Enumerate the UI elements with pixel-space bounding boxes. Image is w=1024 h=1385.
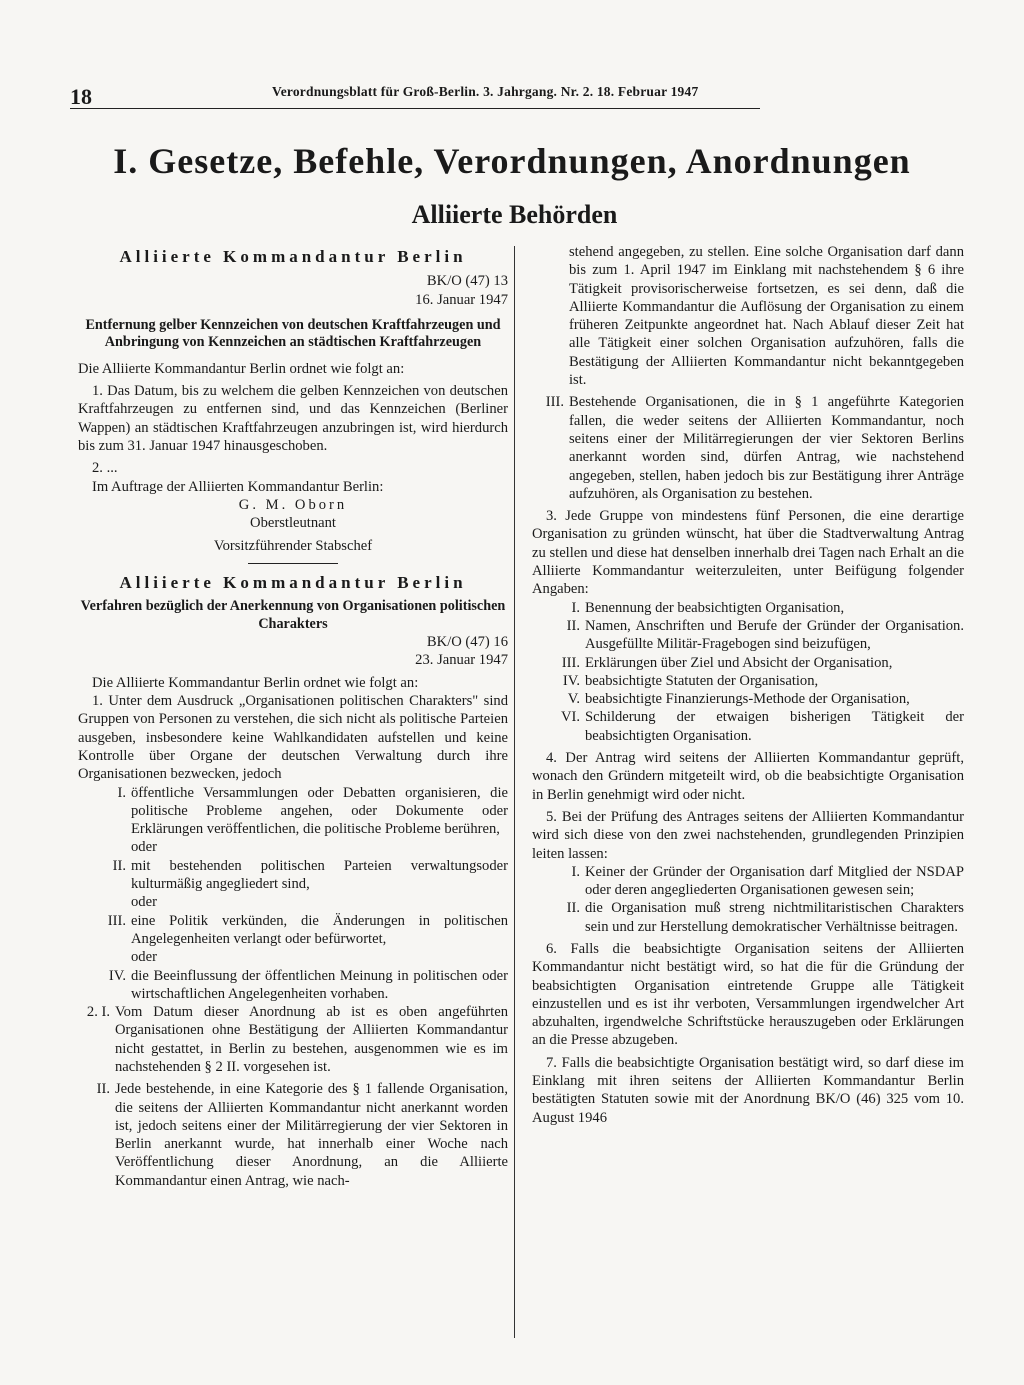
item-text: Vom Datum dieser Anordnung ab ist es oben angeführten Organisationen ohne Bestätigung der Alliierten Kommandantur nicht gestattet, in Berlin zu bestehen, ausgenommen wie es im nachstehenden § 2 II. vorgesehen ist. — [115, 1004, 508, 1075]
order2-intro: Die Alliierte Kommandantur Berlin ordnet wie folgt an: — [92, 674, 419, 691]
item-text: Benennung der beabsichtigten Organisation, — [585, 599, 845, 616]
item-number: V. — [567, 691, 580, 708]
p3-item-6 — [532, 708, 964, 745]
item-text: stehend angegeben, zu stellen. Eine solche Organisation darf dann bis zum 1. April 1947 im Einklang mit nachstehendem § 6 ihre Tätigkeit provisorischerweise fortsetzen, es sei denn, daß die Alliierte Kommandantur die Auflösung der Organisation zu einem früheren Zeitpunkte angeordnet hat. Nach Ablauf dieser Zeit hat alle Tätigkeit einer solchen Organisation aufzuhören, falls die Bestätigung der Alliierten Kommandantur nicht bekanntgegeben ist. — [569, 244, 964, 389]
item-number: II. — [96, 1081, 110, 1098]
item-number: IV. — [562, 672, 580, 689]
order2-item-1 — [78, 784, 508, 857]
header-rule — [70, 108, 760, 109]
paragraph-5: 5. Bei der Prüfung des Antrages seitens der Alliierten Kommandantur wird sich diese von den zwei nachstehenden, grundlegenden Prinzipien leiten lassen: — [532, 808, 964, 862]
order2-date: 23. Januar 1947 — [415, 652, 508, 669]
section-title: I. Gesetze, Befehle, Verordnungen, Anordnungen — [113, 141, 911, 181]
order2-item-4 — [78, 967, 508, 1004]
item-text: beabsichtigte Finanzierungs-Methode der Organisation, — [585, 691, 910, 708]
order2-heading: Alliierte Kommandantur Berlin — [119, 572, 467, 592]
item-number: III. — [107, 912, 126, 929]
p3-item-1 — [532, 599, 964, 617]
item-text: Schilderung der etwaigen bisherigen Tätigkeit der beabsichtigten Organisation. — [585, 709, 964, 744]
paragraph-7: 7. Falls die beabsichtigte Organisation bestätigt wird, so darf diese im Einklang mit ihren seitens der Alliierten Kommandantur Berlin bestätigten Statuten sowie mit der Anordnung BK/O (46) 325 vom 10. August 1946 — [532, 1054, 964, 1126]
order1-subject: Entfernung gelber Kennzeichen von deutschen Kraftfahrzeugen und Anbringung von Kennzeichen an städtischen Kraftfahrzeugen — [85, 316, 501, 351]
running-header: Verordnungsblatt für Groß-Berlin. 3. Jahrgang. Nr. 2. 18. Februar 1947 — [272, 84, 699, 99]
p3-item-5 — [532, 690, 964, 708]
item-text: öffentliche Versammlungen oder Debatten organisieren, die politische Probleme angehen, oder Dokumente oder Erklärungen veröffentlichen, die politische Probleme berühren, oder — [131, 784, 508, 856]
p5-item-2 — [532, 899, 964, 936]
item-text: Erklärungen über Ziel und Absicht der Organisation, — [585, 654, 893, 671]
item-text: mit bestehenden politischen Parteien verwaltungsoder kulturmäßig angegliedert sind, oder — [131, 857, 508, 911]
item-number: II. — [566, 617, 580, 634]
paragraph-4: 4. Der Antrag wird seitens der Alliierten Kommandantur geprüft, wonach den Gründern mitgeteilt wird, ob die beabsichtigte Organisation in Berlin genehmigt wird oder nicht. — [532, 750, 964, 803]
item-text: beabsichtigte Statuten der Organisation, — [585, 672, 819, 689]
paragraph-2-iii — [532, 393, 964, 503]
order1-authority: Im Auftrage der Alliierten Kommandantur Berlin: — [92, 478, 384, 495]
order1-role: Vorsitzführender Stabschef — [213, 537, 373, 554]
paragraph-6: 6. Falls die beabsichtigte Organisation seitens der Alliierten Kommandantur nicht bestätigt wird, so hat die für die Gründung der beabsichtigten Organisation eintretende Gruppe alle Tätigkeit einzustellen und es ist ihr verboten, Versammlungen irgendwelcher Art abzuhalten, irgendwelche Schriftstücke herauszugeben oder Erklärungen an die Presse abzugeben. — [532, 940, 964, 1049]
item-text: Bestehende Organisationen, die in § 1 angeführte Kategorien fallen, die weder seitens der Alliierten Kommandantur, noch seitens einer der Militärregierungen der vier Sektoren Berlins anerkannt worden sind, dürfen Antrag, wie nachstehend angegeben, stellen, haben jedoch bis zur Bestätigung ihrer Anträge aufzuhören, als Organisation zu bestehen. — [569, 394, 964, 502]
item-text: Namen, Anschriften und Berufe der Gründer der Organisation. Ausgefüllte Militär-Fragebogen sind beizufügen, — [585, 617, 964, 653]
order-separator — [248, 563, 338, 564]
item-text: Keiner der Gründer der Organisation darf Mitglied der NSDAP oder deren angegliederten Organisationen gewesen sein; — [585, 863, 964, 899]
order1-paragraph-2: 2. ... — [92, 460, 118, 477]
order2-ref: BK/O (47) 16 — [426, 634, 508, 651]
item-number: 2. I. — [86, 1004, 110, 1021]
item-number: IV. — [108, 967, 126, 984]
order1-date: 16. Januar 1947 — [415, 291, 508, 308]
item-number: III. — [561, 654, 580, 671]
item-number: VI. — [560, 709, 580, 726]
page-number: 18 — [70, 84, 92, 109]
item-text: eine Politik verkünden, die Änderungen in politischen Angelegenheiten verlangt oder befürwortet, oder — [131, 912, 508, 966]
item-text: die Beeinflussung der öffentlichen Meinung in politischen oder wirtschaftlichen Angelegenheiten vorhaben. — [131, 967, 508, 1002]
p3-item-2 — [532, 617, 964, 654]
right-column — [532, 243, 964, 1127]
order1-intro: Die Alliierte Kommandantur Berlin ordnet wie folgt an: — [78, 360, 405, 377]
item-number: I. — [117, 784, 126, 801]
subtitle-text: Alliierte Behörden — [411, 200, 618, 229]
item-number: I. — [571, 599, 580, 616]
item-number: II. — [112, 857, 126, 874]
order1-signer: G. M. Oborn — [238, 496, 348, 513]
order1-heading: Alliierte Kommandantur Berlin — [119, 247, 467, 266]
continued-paragraph — [532, 243, 964, 389]
item-text: die Organisation muß streng nichtmilitaristischen Charakters sein und zur Herstellung demokratischer Verhältnisse beitragen. — [585, 900, 964, 935]
column-divider — [514, 246, 515, 1338]
order2-paragraph-1: 1. Unter dem Ausdruck „Organisationen politischen Charakters" sind Gruppen von Personen zu verstehen, die sich nicht als politische Parteien ausgeben, insbesondere keine Wahlkandidaten aufstellen und keine Kontrolle über Organe der deutschen Verwaltung durch ihre Organisationen bezwecken, jedoch — [78, 693, 508, 783]
item-number: III. — [545, 394, 564, 411]
item-number: I. — [571, 863, 580, 880]
order1-paragraph-1: 1. Das Datum, bis zu welchem die gelben Kennzeichen von deutschen Kraftfahrzeugen zu entfernen sind, und das Kennzeichen (Berliner Wappen) an städtischen Kraftfahrzeugen anzubringen ist, wird hierdurch bis zum 31. Januar 1947 hinausgeschoben. — [78, 383, 508, 455]
item-text: Jede bestehende, in eine Kategorie des § 1 fallende Organisation, die seitens der Alliierten Kommandantur nicht anerkannt worden ist, jedoch seitens einer der Militärregierung der vier Sektoren in Berlin anerkannt wurde, hat innerhalb einer Woche nach Veröffentlichung dieser Anordnung, an die Alliierte Kommandantur einen Antrag, wie nach- — [115, 1081, 508, 1189]
order2-item-3 — [78, 912, 508, 967]
item-number: II. — [566, 900, 580, 917]
p5-item-1 — [532, 863, 964, 900]
p3-item-3 — [532, 654, 964, 672]
p3-item-4 — [532, 672, 964, 690]
paragraph-3: 3. Jede Gruppe von mindestens fünf Personen, die eine derartige Organisation zu gründen wünscht, hat über die Stadtverwaltung Antrag zu stellen und diese hat denselben innerhalb drei Tagen nach Erhalt an die Alliierte Kommandantur weiterzuleiten, unter Beifügung folgender Angaben: — [532, 508, 964, 598]
order1-ref: BK/O (47) 13 — [426, 273, 508, 290]
section-subtitle — [0, 200, 1024, 230]
order2-item-2 — [78, 857, 508, 912]
left-column — [78, 248, 508, 1190]
order2-subject: Verfahren bezüglich der Anerkennung von Organisationen politischen Charakters — [80, 598, 506, 632]
order2-paragraph-2 — [78, 1003, 508, 1076]
order2-paragraph-2-ii — [78, 1080, 508, 1190]
order1-rank: Oberstleutnant — [250, 515, 336, 532]
